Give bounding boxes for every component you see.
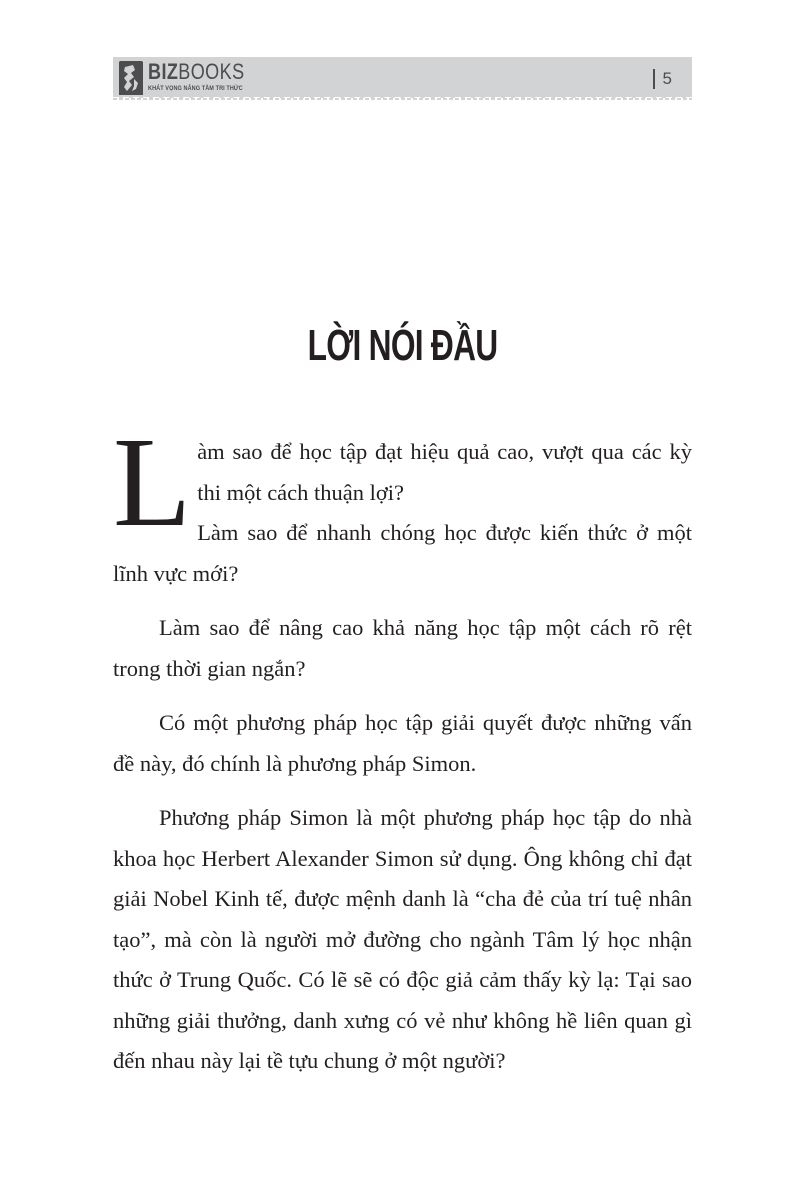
bizbooks-logo-icon [119, 61, 143, 95]
running-header [113, 57, 692, 99]
page-number-divider [653, 69, 655, 89]
page-number [653, 69, 672, 89]
brand-name-bold: BIZ [148, 59, 179, 84]
brand-name-regular: BOOKS [178, 59, 245, 84]
chapter-title: LỜI NÓI ĐẦU [307, 321, 498, 371]
drop-cap: L [113, 411, 192, 553]
brand-name [148, 61, 245, 83]
page-number-value: 5 [662, 69, 672, 88]
body-text [113, 411, 692, 1096]
paragraph-2-text: Làm sao để nhanh chóng học được kiến thức ở một lĩnh vực mới? [113, 520, 692, 586]
publisher-logo [119, 61, 266, 95]
paragraph-5: Phương pháp Simon là một phương pháp học tập do nhà khoa học Herbert Alexander Simon sử dụng. Ông không chỉ đạt giải Nobel Kinh tế, được mệnh danh là “cha đẻ của trí tuệ nhân tạo”, mà còn là người mở đường cho ngành Tâm lý học nhận thức ở Trung Quốc. Có lẽ sẽ có độc giả cảm thấy kỳ lạ: Tại sao những giải thưởng, danh xưng có vẻ như không hề liên quan gì đến nhau này lại tề tựu chung ở một người? [113, 805, 692, 1073]
brand-tagline: KHÁT VỌNG NÂNG TẦM TRI THỨC [148, 85, 243, 92]
paragraph-1-text: àm sao để học tập đạt hiệu quả cao, vượt qua các kỳ thi một cách thuận lợi? [197, 439, 692, 505]
paragraph-3: Làm sao để nâng cao khả năng học tập một cách rõ rệt trong thời gian ngắn? [113, 615, 692, 681]
paragraph-4: Có một phương pháp học tập giải quyết được những vấn đề này, đó chính là phương pháp Simon. [113, 710, 692, 776]
paragraph-1 [113, 411, 692, 594]
